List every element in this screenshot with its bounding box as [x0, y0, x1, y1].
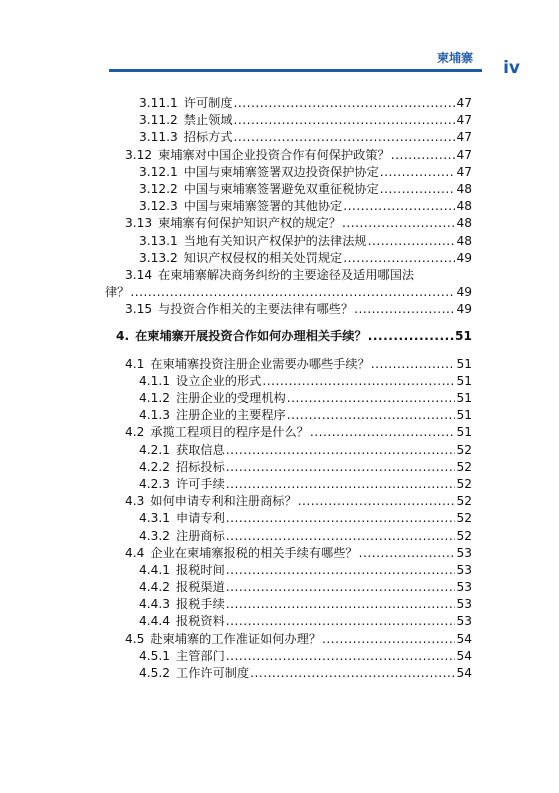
toc-entry-title: 工作许可制度: [176, 666, 250, 680]
toc-entry[interactable]: [116, 648, 472, 665]
toc-entry-title: 禁止领域: [183, 113, 233, 128]
toc-entry[interactable]: [116, 215, 472, 232]
toc-entry[interactable]: [116, 198, 472, 215]
toc-entry[interactable]: [116, 579, 472, 596]
toc-leader-dots: [226, 613, 456, 630]
toc-entry-continuation[interactable]: [105, 284, 472, 301]
toc-leader-dots: [287, 390, 456, 407]
toc-leader-dots: [322, 631, 455, 648]
running-header-title: 柬埔寨: [436, 51, 473, 65]
toc-entry-title: 招标方式: [183, 130, 233, 145]
toc-leader-dots: [368, 328, 454, 345]
toc-entry-number: 4.4.3: [139, 597, 171, 612]
toc-page-number: 48: [456, 199, 472, 214]
toc-chapter-entry[interactable]: [116, 328, 472, 345]
toc-page-number: 47: [456, 147, 472, 162]
toc-leader-dots: [226, 442, 456, 459]
toc-entry-title: 报税时间: [176, 562, 225, 577]
toc-leader-dots: [226, 510, 456, 527]
toc-entry[interactable]: [116, 147, 472, 164]
toc-entry-title: 报税资料: [176, 614, 225, 629]
toc-entry-title: 许可手续: [176, 476, 225, 491]
toc-leader-dots: [226, 648, 456, 665]
toc-entry-title: 柬埔寨有何保护知识产权的规定？: [158, 216, 341, 231]
toc-entry-number: 4.4.4: [139, 614, 171, 629]
toc-entry-title: 在柬埔寨投资注册企业需要办哪些手续？: [150, 356, 370, 371]
toc-entry[interactable]: [116, 390, 472, 407]
toc-entry[interactable]: [116, 545, 472, 562]
toc-leader-dots: [343, 198, 455, 215]
toc-entry[interactable]: [116, 164, 472, 181]
toc-entry[interactable]: [116, 112, 472, 129]
toc-entry-title: 在柬埔寨解决商务纠纷的主要途径及适用哪国法: [158, 267, 415, 282]
toc-entry[interactable]: [116, 613, 472, 630]
toc-entry[interactable]: [116, 267, 472, 284]
toc-page-number: 53: [456, 545, 472, 560]
toc-entry-number: 4.3: [125, 494, 145, 509]
toc-page-number: 47: [456, 96, 472, 110]
toc-page-number: 54: [456, 648, 472, 663]
toc-entry[interactable]: [116, 373, 472, 390]
toc-leader-dots: [287, 407, 456, 424]
toc-page-number: 52: [456, 528, 472, 543]
toc-entry-title: 知识产权侵权的相关处罚规定: [183, 250, 343, 265]
toc-leader-dots: [380, 181, 456, 198]
toc-entry-title: 赴柬埔寨的工作准证如何办理？: [150, 631, 322, 646]
toc-entry-title: 当地有关知识产权保护的法律法规: [183, 233, 367, 248]
toc-entry-number: 4.4.1: [139, 562, 171, 577]
toc-entry-number: 3.15: [125, 302, 153, 317]
toc-page-number: 51: [455, 329, 472, 344]
toc-entry-number: 3.13: [125, 216, 153, 231]
toc-entry[interactable]: [116, 424, 472, 441]
toc-entry-title: 如何申请专利和注册商标？: [150, 494, 297, 509]
toc-leader-dots: [234, 112, 456, 129]
toc-entry-title: 在柬埔寨开展投资合作如何办理相关手续？: [135, 329, 367, 344]
header-rule: [109, 69, 482, 72]
toc-entry-title-continuation: 律？: [105, 285, 130, 300]
toc-page-number: 47: [456, 113, 472, 128]
toc-page-number: 47: [456, 130, 472, 145]
toc-entry[interactable]: [116, 493, 472, 510]
toc-entry-number: 4.5: [125, 631, 145, 646]
toc-entry-number: 4.1.1: [139, 373, 171, 388]
toc-page-number: 52: [456, 459, 472, 474]
toc-leader-dots: [234, 129, 456, 146]
toc-leader-dots: [298, 493, 456, 510]
page-number: iv: [503, 58, 520, 78]
toc-leader-dots: [226, 562, 456, 579]
toc-entry-number: 3.12.3: [139, 199, 178, 214]
toc-entry-number: 4.1: [125, 356, 145, 371]
toc-entry-number: 4.3.2: [139, 528, 171, 543]
toc-entry-title: 主管部门: [176, 648, 225, 663]
toc-entry-number: 3.12: [125, 147, 153, 162]
toc-leader-dots: [343, 250, 455, 267]
toc-leader-dots: [226, 528, 456, 545]
toc-page-number: 53: [456, 597, 472, 612]
toc-entry-title: 许可制度: [183, 96, 233, 110]
toc-entry[interactable]: [116, 631, 472, 648]
toc-leader-dots: [226, 476, 456, 493]
toc-entry-title: 中国与柬埔寨签署的其他协定: [183, 199, 343, 214]
toc-entry-number: 4.5.1: [139, 648, 171, 663]
toc-leader-dots: [391, 147, 456, 164]
toc-page-number: 48: [456, 181, 472, 196]
toc-leader-dots: [380, 164, 456, 181]
toc-page-number: 49: [456, 285, 472, 300]
toc-entry-number: 4.5.2: [139, 666, 171, 680]
toc-entry-title: 柬埔寨对中国企业投资合作有何保护政策？: [158, 147, 390, 162]
toc-page-number: 51: [456, 356, 472, 371]
toc-leader-dots: [371, 356, 456, 373]
toc-leader-dots: [226, 579, 456, 596]
toc-entry-number: 3.11.3: [139, 130, 178, 145]
toc-entry-number: 3.13.1: [139, 233, 178, 248]
toc-page-number: 54: [456, 631, 472, 646]
toc-page-number: 51: [456, 373, 472, 388]
toc-entry[interactable]: [116, 250, 472, 267]
toc-entry[interactable]: [116, 459, 472, 476]
toc-entry-number: 3.11.2: [139, 113, 178, 128]
toc-entry-title: 报税手续: [176, 597, 225, 612]
toc-leader-dots: [226, 459, 456, 476]
toc-page-number: 49: [456, 250, 472, 265]
toc-entry[interactable]: [116, 510, 472, 527]
toc-entry[interactable]: [116, 562, 472, 579]
toc-entry-title: 申请专利: [176, 511, 225, 526]
toc-page-number: 52: [456, 511, 472, 526]
toc-entry[interactable]: [116, 301, 472, 318]
toc-entry-number: 4.: [116, 329, 130, 344]
toc-entry-number: 3.14: [125, 267, 153, 282]
toc-page-number: 49: [456, 302, 472, 317]
toc-entry-title: 承揽工程项目的程序是什么？: [150, 425, 309, 440]
toc-entry[interactable]: [116, 356, 472, 373]
toc-entry[interactable]: [116, 181, 472, 198]
toc-entry-number: 4.4.2: [139, 580, 171, 595]
toc-page-number: 47: [456, 164, 472, 179]
toc-page-number: 52: [456, 494, 472, 509]
toc-entry[interactable]: [116, 129, 472, 146]
toc-entry-number: 4.2.2: [139, 459, 171, 474]
toc-leader-dots: [342, 215, 456, 232]
toc-page-number: 53: [456, 562, 472, 577]
toc-entry[interactable]: [116, 95, 472, 112]
toc-page-number: 51: [456, 391, 472, 405]
toc-page-number: 48: [456, 216, 472, 231]
toc-entry-title: 企业在柬埔寨报税的相关手续有哪些？: [150, 545, 358, 560]
toc-entry-number: 4.2.3: [139, 476, 171, 491]
toc-entry-number: 4.4: [125, 545, 145, 560]
toc-page-number: 48: [456, 233, 472, 248]
toc-entry-number: 3.12.2: [139, 181, 178, 196]
toc-entry-number: 3.13.2: [139, 250, 178, 265]
toc-page-number: 52: [456, 476, 472, 491]
toc-entry-title: 获取信息: [176, 442, 225, 457]
toc-entry-title: 与投资合作相关的主要法律有哪些？: [158, 302, 354, 317]
toc-entry-title: 注册企业的主要程序: [176, 408, 286, 423]
toc-leader-dots: [130, 284, 455, 301]
toc-entry[interactable]: [116, 407, 472, 424]
toc-entry-title: 注册商标: [176, 528, 225, 543]
table-of-contents: [105, 95, 472, 682]
toc-entry-title: 报税渠道: [176, 580, 225, 595]
toc-entry-number: 4.2: [125, 425, 145, 440]
toc-entry[interactable]: [116, 442, 472, 459]
toc-entry-number: 4.1.3: [139, 408, 171, 423]
toc-leader-dots: [359, 545, 456, 562]
toc-leader-dots: [250, 665, 455, 682]
toc-leader-dots: [354, 301, 455, 318]
toc-entry-number: 3.11.1: [139, 96, 178, 110]
toc-leader-dots: [310, 424, 456, 441]
toc-entry-number: 4.3.1: [139, 511, 171, 526]
toc-page-number: 53: [456, 614, 472, 629]
toc-leader-dots: [234, 95, 456, 112]
toc-leader-dots: [368, 233, 456, 250]
toc-page-number: 52: [456, 442, 472, 457]
toc-entry[interactable]: [116, 233, 472, 250]
toc-entry-title: 中国与柬埔寨签署避免双重征税协定: [183, 181, 379, 196]
toc-page-number: 54: [456, 666, 472, 680]
toc-entry[interactable]: [116, 476, 472, 493]
toc-leader-dots: [226, 596, 456, 613]
toc-entry[interactable]: [116, 528, 472, 545]
toc-page-number: 51: [456, 425, 472, 440]
toc-entry-title: 中国与柬埔寨签署双边投资保护协定: [183, 164, 379, 179]
toc-entry-title: 注册企业的受理机构: [176, 391, 286, 405]
toc-entry[interactable]: [116, 665, 472, 682]
toc-entry-title: 设立企业的形式: [176, 373, 262, 388]
toc-entry-number: 4.1.2: [139, 391, 171, 405]
toc-entry-number: 4.2.1: [139, 442, 171, 457]
toc-entry-title: 招标投标: [176, 459, 225, 474]
toc-entry[interactable]: [116, 596, 472, 613]
toc-page-number: 53: [456, 580, 472, 595]
toc-entry-number: 3.12.1: [139, 164, 178, 179]
toc-leader-dots: [262, 373, 455, 390]
toc-page-number: 51: [456, 408, 472, 423]
